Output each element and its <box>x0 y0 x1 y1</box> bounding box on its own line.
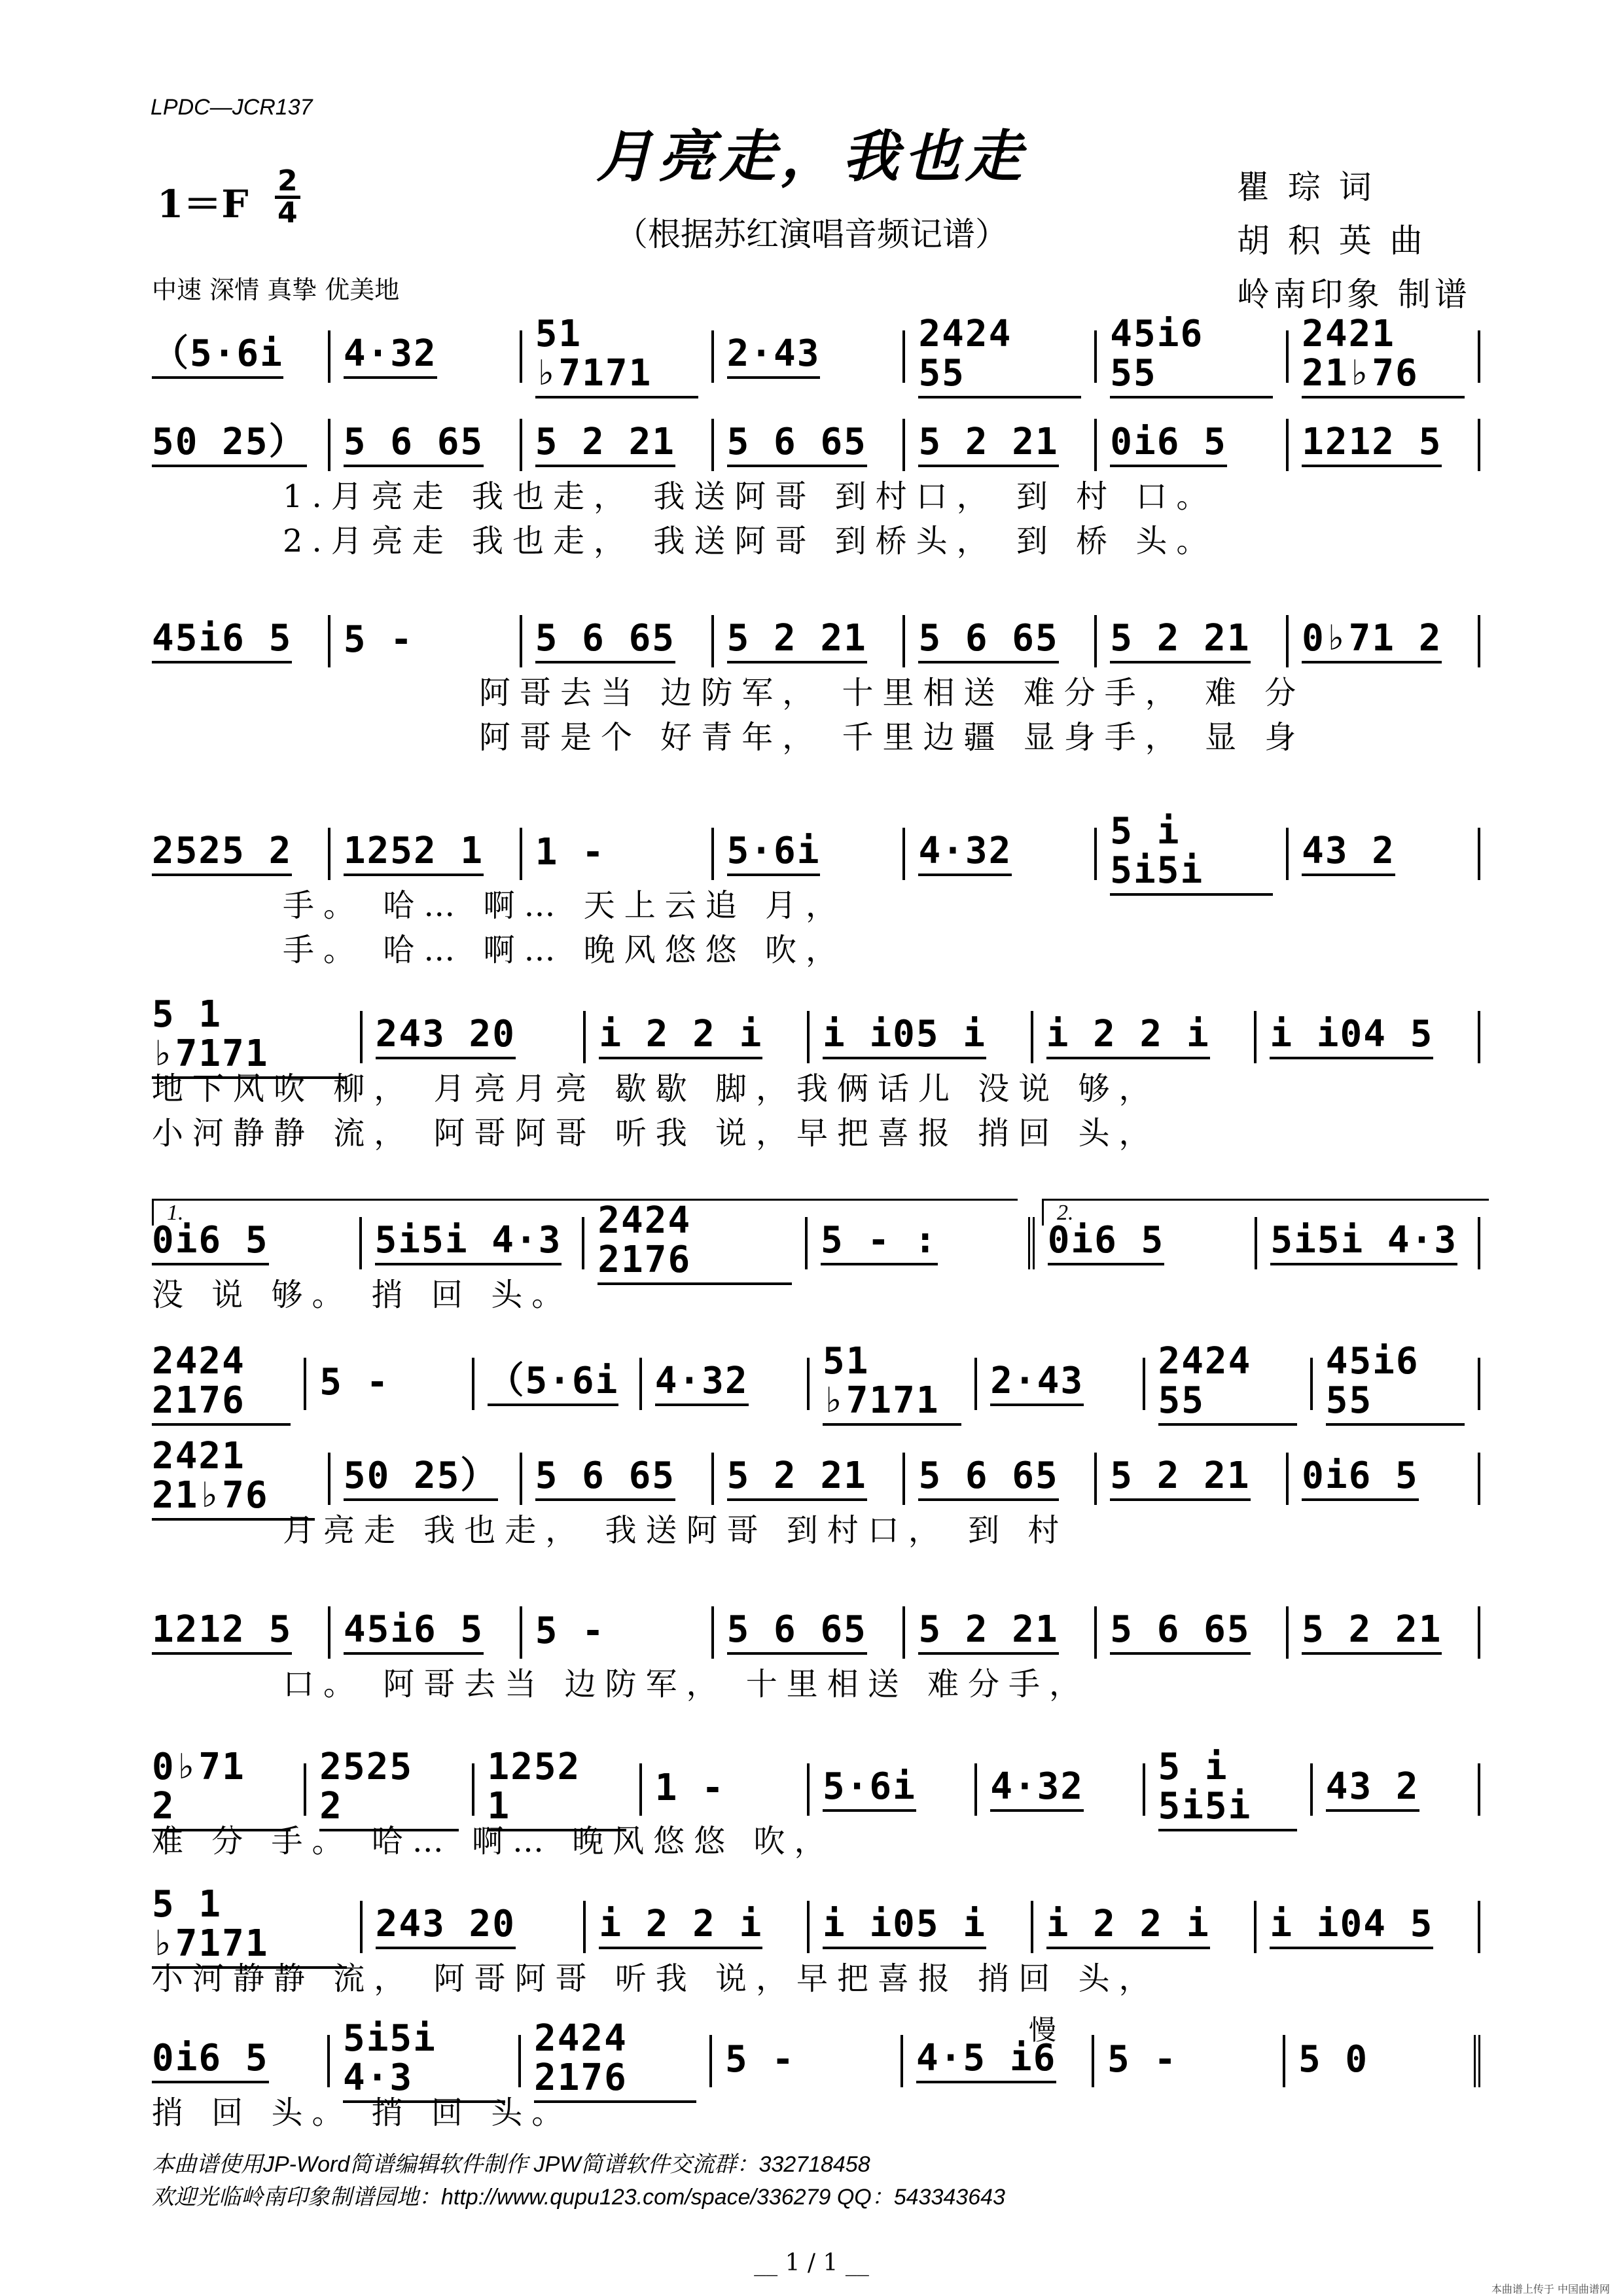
lyric-text: 捎 回 头。 捎 回 头。 <box>152 2094 573 2131</box>
measure <box>1097 313 1289 395</box>
lyric-line <box>152 712 1623 756</box>
score-system <box>152 1606 1480 1703</box>
lyric-text: 地下风吹 柳， 月亮月亮 歇歇 脚，我俩话儿 没说 够， <box>152 1070 1160 1107</box>
measure-notes: 5 1 ♭7171 <box>152 995 347 1079</box>
measure <box>522 828 714 880</box>
measure <box>1289 615 1480 667</box>
measure-notes: 4·32 <box>918 832 1012 876</box>
measure-notes: （5·6i <box>152 334 283 379</box>
measure-notes: 43 2 <box>1302 832 1395 876</box>
measure-notes: 50 25） <box>344 1457 499 1501</box>
measure-notes: 1252 1 <box>344 832 484 876</box>
measure-notes: 2525 2 <box>152 832 292 876</box>
time-signature-bottom: 4 <box>277 196 298 230</box>
second-ending-bracket: 2. <box>1042 1199 1489 1226</box>
measure-notes: 2525 2 <box>319 1748 458 1831</box>
measure-notes: 2424 2176 <box>597 1201 792 1285</box>
measure <box>1097 419 1289 471</box>
measure <box>810 1011 1033 1063</box>
measure-notes: 2424 55 <box>1158 1342 1297 1426</box>
measure-notes: 5i5i 4·3 <box>343 2019 505 2103</box>
measure <box>1289 828 1480 880</box>
lyric-text: 1.月亮走 我也走， 我送阿哥 到村口， 到 村 口。 <box>283 478 1217 515</box>
measure <box>810 1340 977 1422</box>
measure-notes: 5 - <box>319 1361 390 1404</box>
measure-notes: 4·32 <box>990 1767 1084 1812</box>
measure <box>1145 1340 1313 1422</box>
measure-notes: 5 6 65 <box>727 1610 867 1655</box>
measure <box>1145 1746 1313 1828</box>
measure <box>330 1453 522 1505</box>
measure <box>977 1358 1145 1410</box>
measure <box>306 1358 474 1410</box>
score-system <box>152 1746 1480 1860</box>
tempo-change-mark: 慢 <box>1029 2014 1057 2046</box>
notation-line <box>152 2017 1480 2099</box>
song-subtitle: （根据苏红演唱音频记谱） <box>615 215 1008 253</box>
measure-notes: 2421 21♭76 <box>152 1437 315 1521</box>
lyric-text: 阿哥是个 好青年， 千里边疆 显身手， 显 身 <box>479 718 1306 756</box>
measure <box>586 1011 810 1063</box>
measure-notes: 5 2 21 <box>727 1457 867 1501</box>
measure <box>521 2017 712 2099</box>
measure <box>714 330 906 383</box>
score-system <box>152 1883 1480 1998</box>
measure <box>152 615 330 667</box>
lyric-text: 小河静静 流， 阿哥阿哥 听我 说，早把喜报 捎回 头， <box>152 1114 1160 1152</box>
measure <box>714 419 906 471</box>
measure <box>905 1453 1097 1505</box>
notation-line <box>152 1883 1480 1965</box>
composer: 胡 积 英 曲 <box>1237 222 1427 260</box>
measure <box>152 1340 306 1422</box>
notation-line <box>152 615 1480 667</box>
measure-notes: 5·6i <box>727 832 821 876</box>
measure-notes: i 2 2 i <box>1046 1905 1210 1949</box>
time-signature-top: 2 <box>275 167 300 199</box>
measure-notes: 51 ♭7171 <box>823 1342 961 1426</box>
measure-notes: 5 6 65 <box>535 1457 675 1501</box>
measure-notes: 1212 5 <box>1302 423 1442 467</box>
measure-notes: 5 2 21 <box>918 423 1058 467</box>
measure <box>1289 1453 1480 1505</box>
measure <box>152 993 363 1075</box>
measure <box>714 615 906 667</box>
measure-notes: 5 6 65 <box>918 1457 1058 1501</box>
measure-notes: 5 2 21 <box>918 1610 1058 1655</box>
measure-notes: （5·6i <box>488 1362 619 1406</box>
measure-notes: 45i6 55 <box>1326 1342 1465 1426</box>
score-system <box>152 2014 1480 2132</box>
measure-notes: 4·32 <box>655 1362 749 1406</box>
measure-notes: i i05 i <box>823 1905 986 1949</box>
song-title: 月亮走，我也走 <box>596 124 1027 190</box>
measure-notes: 243 20 <box>376 1905 516 1949</box>
measure-notes: 2·43 <box>990 1362 1084 1406</box>
measure-notes: 2·43 <box>727 334 821 379</box>
measure-notes: 1252 1 <box>488 1748 626 1831</box>
time-signature <box>275 164 300 230</box>
measure <box>522 419 714 471</box>
measure <box>152 419 330 471</box>
measure-notes: 5 1 ♭7171 <box>152 1885 347 1969</box>
measure-notes: 5i5i 4·3 <box>375 1221 562 1265</box>
measure-notes: 45i6 5 <box>152 619 292 663</box>
measure <box>1097 1453 1289 1505</box>
measure-notes: 5i5i 4·3 <box>1270 1221 1457 1265</box>
measure-notes: 4·5 i6 <box>916 2039 1056 2083</box>
first-ending-bracket: 1. <box>152 1199 1018 1226</box>
measure-notes: 2421 21♭76 <box>1302 315 1465 398</box>
measure <box>714 1606 906 1659</box>
lyric-text: 口。 阿哥去当 边防军， 十里相送 难分手， <box>283 1665 1090 1703</box>
measure <box>330 615 522 667</box>
measure <box>363 1901 586 1953</box>
measure-notes: 51 ♭7171 <box>535 315 698 398</box>
measure-notes: 5 2 21 <box>1110 619 1250 663</box>
measure <box>474 1358 642 1410</box>
measure <box>642 1358 810 1410</box>
measure-notes: 4·32 <box>344 334 437 379</box>
lyric-text: 月亮走 我也走， 我送阿哥 到村口， 到 村 <box>283 1511 1069 1549</box>
measure <box>1097 615 1289 667</box>
measure <box>522 1453 714 1505</box>
measure <box>1257 1011 1480 1063</box>
measure-notes: 0i6 5 <box>152 2039 269 2083</box>
tempo-marking: 中速 深情 真挚 优美地 <box>152 275 400 304</box>
lyric-line <box>152 667 1623 712</box>
measure-notes: 0i6 5 <box>152 1221 269 1265</box>
measure-notes: 43 2 <box>1326 1767 1419 1812</box>
footer-software-note: 本曲谱使用JP-Word简谱编辑软件制作 JPW简谱软件交流群：332718458 <box>152 2152 870 2177</box>
measure <box>586 1901 810 1953</box>
score-system <box>152 810 1480 969</box>
measure <box>642 1763 810 1816</box>
score-system <box>152 1435 1480 1549</box>
measure-notes: 2424 2176 <box>152 1342 291 1426</box>
measure-notes: 0i6 5 <box>1048 1221 1165 1265</box>
measure-notes: 50 25） <box>152 423 307 467</box>
measure-notes: 5 - <box>725 2038 796 2081</box>
measure <box>903 2035 1094 2087</box>
measure-notes: i 2 2 i <box>1046 1015 1210 1059</box>
measure-notes: 0i6 5 <box>1110 423 1227 467</box>
lyric-line <box>152 1063 1480 1108</box>
measure-notes: 243 20 <box>376 1015 516 1059</box>
measure <box>152 1883 363 1965</box>
notation-line <box>152 810 1480 892</box>
measure-notes: 5 - : <box>821 1221 938 1265</box>
watermark: 本曲谱上传于 中国曲谱网 <box>1491 2283 1610 2295</box>
measure <box>152 1435 330 1517</box>
lyric-line <box>152 1953 1480 1998</box>
measure <box>1285 2035 1480 2087</box>
page-number: __ 1 / 1 __ <box>754 2250 869 2276</box>
lyric-line <box>152 471 1611 516</box>
lyric-line <box>152 516 1611 560</box>
measure-notes: i 2 2 i <box>599 1015 762 1059</box>
measure-notes: 5 - <box>535 1610 605 1652</box>
arranger: 岭南印象 制谱 <box>1237 275 1471 313</box>
score-system <box>152 313 1480 395</box>
score-system <box>152 1199 1480 1314</box>
measure <box>330 1606 522 1659</box>
measure-notes: 5 0 <box>1298 2038 1369 2081</box>
measure <box>905 615 1097 667</box>
measure <box>152 330 330 383</box>
score-system <box>152 993 1480 1152</box>
measure <box>1097 1606 1289 1659</box>
measure-notes: 2424 2176 <box>534 2019 696 2103</box>
notation-line <box>152 419 1480 471</box>
measure-notes: 5 6 65 <box>1110 1610 1250 1655</box>
measure-notes: 5 - <box>1107 2038 1178 2081</box>
measure-notes: 45i6 5 <box>344 1610 484 1655</box>
lyric-text: 难 分 手。 哈… 啊… 晚风悠悠 吹， <box>152 1822 835 1860</box>
measure <box>905 828 1097 880</box>
lyric-text: 手。 哈… 啊… 天上云追 月， <box>283 887 847 924</box>
measure-notes: 5 2 21 <box>1302 1610 1442 1655</box>
measure-notes: 5 6 65 <box>727 423 867 467</box>
measure-notes: i i04 5 <box>1270 1905 1433 1949</box>
measure-notes: 5 2 21 <box>535 423 675 467</box>
measure-notes: i 2 2 i <box>599 1905 762 1949</box>
notation-line <box>152 993 1480 1075</box>
measure <box>152 1606 330 1659</box>
measure-notes: i i04 5 <box>1270 1015 1433 1059</box>
measure-notes: 5 i 5i5i <box>1158 1748 1297 1831</box>
lyric-line <box>152 925 1611 969</box>
score-system <box>152 1340 1480 1422</box>
measure-notes: 1212 5 <box>152 1610 292 1655</box>
measure <box>810 1901 1033 1953</box>
measure <box>1097 810 1289 892</box>
measure <box>1094 2035 1285 2087</box>
measure <box>810 1763 977 1816</box>
measure-notes: 5·6i <box>823 1767 916 1812</box>
measure <box>1289 313 1480 395</box>
measure <box>1033 1011 1257 1063</box>
measure-notes: i i05 i <box>823 1015 986 1059</box>
measure-notes: 45i6 55 <box>1110 315 1273 398</box>
notation-line <box>152 1746 1480 1828</box>
measure-notes: 5 2 21 <box>727 619 867 663</box>
measure <box>152 828 330 880</box>
measure <box>1289 1606 1480 1659</box>
measure-notes: 5 2 21 <box>1110 1457 1250 1501</box>
measure <box>363 1011 586 1063</box>
footer-site-note: 欢迎光临岭南印象制谱园地：http://www.qupu123.com/space/336279 QQ：543343643 <box>152 2185 1005 2210</box>
measure-notes: 5 i 5i5i <box>1110 812 1273 896</box>
lyric-line <box>152 1505 1611 1549</box>
measure <box>1289 419 1480 471</box>
measure <box>1313 1340 1480 1422</box>
measure <box>152 2035 330 2087</box>
measure-notes: 0i6 5 <box>1302 1457 1419 1501</box>
measure-notes: 5 6 65 <box>535 619 675 663</box>
lyric-text: 阿哥去当 边防军， 十里相送 难分手， 难 分 <box>479 674 1306 711</box>
measure <box>714 1453 906 1505</box>
notation-line <box>152 1435 1480 1517</box>
measure-notes: 2424 55 <box>918 315 1081 398</box>
measure <box>905 419 1097 471</box>
measure <box>474 1746 642 1828</box>
measure <box>522 313 714 395</box>
measure <box>1033 1901 1257 1953</box>
measure <box>712 2035 903 2087</box>
measure <box>306 1746 474 1828</box>
measure-notes: 1 - <box>654 1767 725 1809</box>
lyric-text: 没 说 够。 捎 回 头。 <box>152 1276 573 1313</box>
measure <box>905 1606 1097 1659</box>
measure <box>330 419 522 471</box>
measure <box>977 1763 1145 1816</box>
key-signature: 1＝F <box>157 182 249 226</box>
measure-notes: 5 6 65 <box>344 423 484 467</box>
measure <box>152 1746 306 1828</box>
lyric-line <box>152 1269 1480 1314</box>
lyric-line <box>152 880 1611 925</box>
measure <box>330 330 522 383</box>
measure <box>522 1606 714 1659</box>
lyric-line <box>152 1108 1480 1152</box>
measure <box>714 828 906 880</box>
credits <box>1237 160 1471 321</box>
lyric-text: 手。 哈… 啊… 晚风悠悠 吹， <box>283 931 847 968</box>
notation-line <box>152 1340 1480 1422</box>
score-code: LPDC—JCR137 <box>151 95 313 120</box>
score-system <box>152 419 1480 560</box>
measure-notes: 0♭71 2 <box>1302 619 1442 663</box>
measure-notes: 1 - <box>535 831 605 874</box>
measure <box>522 615 714 667</box>
lyric-text: 小河静静 流， 阿哥阿哥 听我 说，早把喜报 捎回 头， <box>152 1960 1160 1997</box>
measure-notes: 0♭71 2 <box>152 1748 291 1831</box>
score-system <box>152 615 1480 756</box>
lyric-line <box>152 2087 1480 2132</box>
lyric-text: 2.月亮走 我也走， 我送阿哥 到桥头， 到 桥 头。 <box>283 522 1217 559</box>
notation-line <box>152 1606 1480 1659</box>
measure <box>905 313 1097 395</box>
measure-notes: 5 6 65 <box>918 619 1058 663</box>
measure <box>1257 1901 1480 1953</box>
measure <box>1313 1763 1480 1816</box>
measure-notes: 5 - <box>343 618 414 661</box>
lyricist: 瞿 琮 词 <box>1237 168 1376 206</box>
notation-line <box>152 313 1480 395</box>
measure <box>330 828 522 880</box>
measure <box>330 2017 521 2099</box>
lyric-line <box>152 1659 1611 1703</box>
